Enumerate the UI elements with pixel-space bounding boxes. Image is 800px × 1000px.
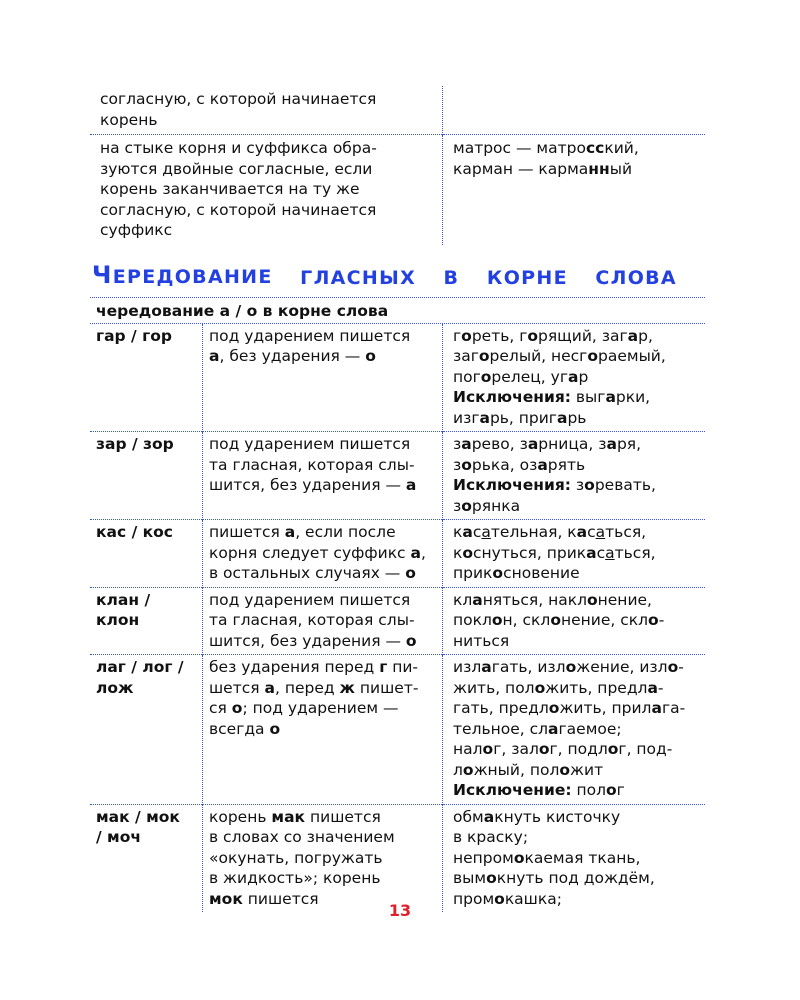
rule-cell: под ударением пишется та гласная, которая слы- шится, без ударения — о: [203, 587, 443, 655]
table-row: [90, 804, 705, 912]
example-cell: касательная, касаться, коснуться, прикасаться, прикосновение: [443, 520, 706, 588]
page-number: 13: [388, 901, 412, 920]
example-cell: гореть, горящий, загар, загорелый, несгораемый, погорелец, угар Исключения: выгарки, изгарь, пригарь: [453, 326, 666, 427]
rule-cell: пишется а, если после корня следует суффикс а, в остальных случаях — о: [203, 520, 443, 588]
heading-word: СЛОВА: [595, 266, 677, 289]
heading-word: В: [443, 266, 460, 289]
heading-word: ГЛАСНЫХ: [300, 266, 417, 289]
table-row: [90, 432, 705, 520]
rule-cell: под ударением пишется та гласная, которая слы- шится, без ударения — а: [203, 432, 443, 520]
top-table: [90, 86, 705, 245]
rule-cell: на стыке корня и суффикса обра- зуются двойные согласные, если корень заканчивается на ту же согласную, с которой начинается суффикс: [90, 135, 443, 245]
root-cell: лаг / лог / лож: [90, 655, 203, 805]
example-cell: зарево, зарница, заря, зорька, озарять Исключения: зоревать, зорянка: [443, 432, 706, 520]
example-cell: [443, 86, 706, 135]
root-cell: клан / клон: [90, 587, 203, 655]
example-cell: излагать, изложение, изло- жить, положить, предла- гать, предложить, прилага- тельное, слагаемое; налог, залог, подлог, под- ложный, положит Исключение: полог: [443, 655, 706, 805]
rule-cell: корень мак пишется в словах со значением «окунать, погружать в жидкость»; корень мок пишется: [203, 804, 443, 912]
table-row: [90, 135, 705, 245]
root-cell: зар / зор: [90, 432, 203, 520]
example-cell: обмакнуть кисточку в краску; непромокаемая ткань, вымокнуть под дождём, промокашка;: [443, 804, 706, 912]
table-row: [90, 520, 705, 588]
rule-cell: согласную, с которой начинается корень: [90, 86, 443, 135]
root-cell: мак / мок / моч: [90, 804, 203, 912]
example-cell: кланяться, наклонение, поклон, склонение, скло- ниться: [443, 587, 706, 655]
rule-cell: без ударения перед г пи- шется а, перед ж пишет- ся о; под ударением — всегда о: [203, 655, 443, 805]
heading-word: КОРНЕ: [486, 266, 568, 289]
subheading: чередование а / о в корне слова: [90, 298, 705, 324]
root-cell: гар / гор: [90, 324, 203, 432]
table-row: [90, 587, 705, 655]
top-table-body: [90, 86, 705, 245]
section-heading: [90, 253, 705, 298]
root-cell: кас / кос: [90, 520, 203, 588]
example-cell: матрос — матросский, карман — карманный: [443, 135, 706, 245]
page-content: [90, 86, 705, 912]
heading-word: ЧЕРЕДОВАНИЕ: [92, 260, 273, 289]
table-row: [90, 86, 705, 135]
rule-cell: под ударением пишется а, без ударения — о: [203, 324, 443, 432]
alternation-table-body: [90, 324, 705, 913]
table-row: [90, 324, 705, 432]
alternation-table: [90, 324, 705, 913]
table-row: [90, 655, 705, 805]
